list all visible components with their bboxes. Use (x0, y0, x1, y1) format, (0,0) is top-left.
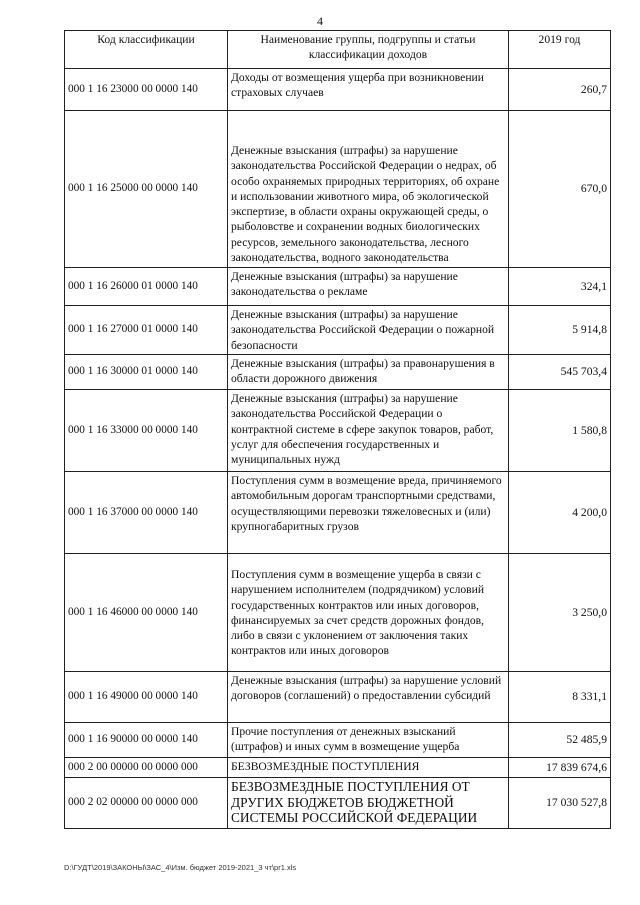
table-row (65, 390, 611, 472)
page-number: 4 (317, 14, 323, 28)
row-value: 5 914,8 (509, 306, 611, 355)
row-name: Денежные взыскания (штрафы) за нарушение законодательства Российской Федерации о контрактной системе в сфере закупок товаров, работ, услуг для обеспечения государственных и муниципальных нужд (228, 390, 509, 472)
row-value: 8 331,1 (509, 672, 611, 723)
row-name: Денежные взыскания (штрафы) за правонарушения в области дорожного движения (228, 355, 509, 390)
row-name: Денежные взыскания (штрафы) за нарушение законодательства Российской Федерации о пожарной безопасности (228, 306, 509, 355)
table-row (65, 472, 611, 554)
header-name: Наименование группы, подгруппы и статьи классификации доходов (228, 31, 509, 69)
table-row (65, 672, 611, 723)
table-row (65, 723, 611, 758)
row-name: Поступления сумм в возмещение ущерба в связи с нарушением исполнителем (подрядчиком) условий государственных контрактов или иных договоров, финансируемых за счет средств дорожных фондов, либо в связи с уклонением от заключения таких контрактов или иных договоров (228, 554, 509, 672)
row-name: Денежные взыскания (штрафы) за нарушение условий договоров (соглашений) о предоставлении субсидий (228, 672, 509, 723)
table-row (65, 111, 611, 268)
row-code: 000 1 16 26000 01 0000 140 (65, 268, 228, 306)
row-name: Денежные взыскания (штрафы) за нарушение законодательства о рекламе (228, 268, 509, 306)
row-value: 1 580,8 (509, 390, 611, 472)
footer-file-path: D:\ГУДТ\2019\ЗАКОНЫ\ЗАС_4\Изм. бюджет 2019-2021_3 чт\pr1.xls (64, 863, 297, 872)
table-row (65, 778, 611, 829)
row-name: БЕЗВОЗМЕЗДНЫЕ ПОСТУПЛЕНИЯ (228, 758, 509, 778)
budget-revenue-table (64, 30, 611, 829)
row-value: 3 250,0 (509, 554, 611, 672)
header-code: Код классификации (65, 31, 228, 69)
row-code: 000 1 16 33000 00 0000 140 (65, 390, 228, 472)
row-code: 000 1 16 27000 01 0000 140 (65, 306, 228, 355)
row-value: 670,0 (509, 111, 611, 268)
table-row (65, 758, 611, 778)
table-row (65, 554, 611, 672)
row-value: 260,7 (509, 69, 611, 111)
table-row (65, 268, 611, 306)
row-code: 000 2 00 00000 00 0000 000 (65, 758, 228, 778)
table-row (65, 69, 611, 111)
row-value: 17 839 674,6 (509, 758, 611, 778)
row-code: 000 1 16 30000 01 0000 140 (65, 355, 228, 390)
row-code: 000 1 16 23000 00 0000 140 (65, 69, 228, 111)
row-name: Доходы от возмещения ущерба при возникновении страховых случаев (228, 69, 509, 111)
row-name: Поступления сумм в возмещение вреда, причиняемого автомобильным дорогам транспортными средствами, осуществляющими перевозки тяжеловесных и (или) крупногабаритных грузов (228, 472, 509, 554)
row-name: БЕЗВОЗМЕЗДНЫЕ ПОСТУПЛЕНИЯ ОТ ДРУГИХ БЮДЖЕТОВ БЮДЖЕТНОЙ СИСТЕМЫ РОССИЙСКОЙ ФЕДЕРАЦИИ (228, 778, 509, 829)
table-header-row (65, 31, 611, 69)
header-year: 2019 год (509, 31, 611, 69)
row-name: Денежные взыскания (штрафы) за нарушение законодательства Российской Федерации о недрах, об особо охраняемых природных территориях, об охране и использовании животного мира, об экологической экспертизе, в области охраны окружающей среды, о рыболовстве и сохранении водных биологических ресурсов, земельного законодательства, лесного законодательства, водного законодательства (228, 111, 509, 268)
row-code: 000 1 16 90000 00 0000 140 (65, 723, 228, 758)
row-code: 000 1 16 25000 00 0000 140 (65, 111, 228, 268)
row-code: 000 2 02 00000 00 0000 000 (65, 778, 228, 829)
row-code: 000 1 16 37000 00 0000 140 (65, 472, 228, 554)
row-value: 17 030 527,8 (509, 778, 611, 829)
table-row (65, 355, 611, 390)
row-name: Прочие поступления от денежных взысканий (штрафов) и иных сумм в возмещение ущерба (228, 723, 509, 758)
row-value: 545 703,4 (509, 355, 611, 390)
table-row (65, 306, 611, 355)
row-code: 000 1 16 49000 00 0000 140 (65, 672, 228, 723)
row-value: 4 200,0 (509, 472, 611, 554)
row-value: 52 485,9 (509, 723, 611, 758)
row-code: 000 1 16 46000 00 0000 140 (65, 554, 228, 672)
row-value: 324,1 (509, 268, 611, 306)
